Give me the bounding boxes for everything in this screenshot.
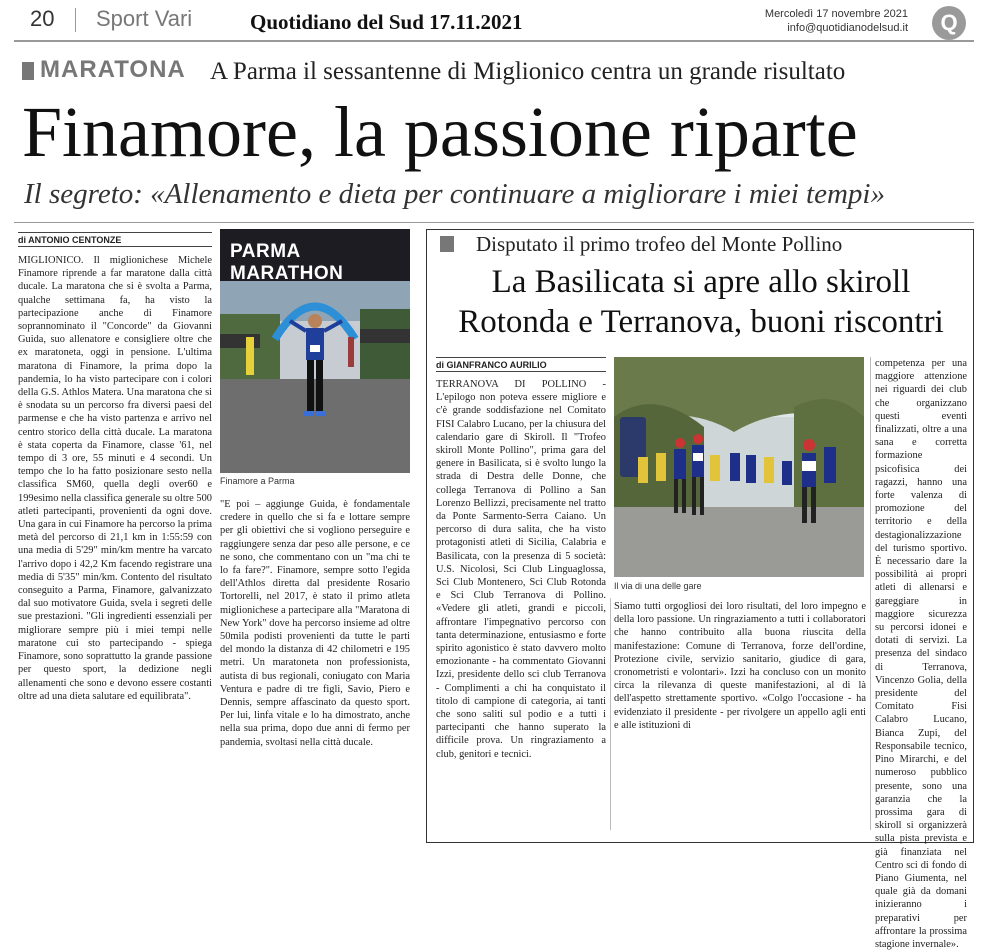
- byline-rule: [436, 357, 606, 358]
- byline-rule: [18, 246, 212, 247]
- runner-photo: [220, 229, 410, 473]
- column-divider: [870, 357, 871, 830]
- category-marker: [440, 236, 454, 252]
- masthead-date-block: [765, 7, 908, 35]
- sidebar-column-1: TERRANOVA DI POLLINO - L'epilogo non poteva essere migliore e c'è grande soddisfazione nel Comitato FISI Calabro Lucano, per la chiusura del calendario gare di Skiroll. Il "Trofeo skiroll Monte Pollino", prima gara del genere in Basilicata, si è svolto lungo la strada di Destra delle Donne, che collega Terranova di Pollino a San Lorenzo Bellizzi, precisamente nel tratto da Ponte Sarmento-Serra Caiano. Un percorso di dura salita, che ha visto protagonisti atleti di Sicilia, Calabria e Basilicata, con la presenza di 5 società: U.S. Nicolosi, Sci Club Linguaglossa, Sci Club Montenero, Sci Club Rotonda e Sci Club Terranova di Pollino. «Vedere gli atleti, grandi e piccoli, affrontare l'impegnativo percorso con tanta determinazione, entusiasmo e forte spirito agonistico è stato davvero molto emozionante - ha commentato Giovanni Izzi, presidente dello sci club Terranova - Complimenti a chi ha conquistato il titolo di campione di categoria, ai tanti che sono saliti sul podio e a tutti i partecipanti che hanno superato la difficile prova. Un ringraziamento a club, genitori e tecnici.: [436, 379, 606, 760]
- paper-logo-icon: Q: [932, 6, 966, 40]
- sidebar-headline-line-1: La Basilicata si apre allo skiroll: [491, 264, 911, 300]
- contact-email: info@quotidianodelsud.it: [787, 22, 908, 34]
- sidebar-kicker: Disputato il primo trofeo del Monte Pollino: [476, 232, 843, 256]
- sidebar-photo-caption: Il via di una delle gare: [614, 581, 702, 591]
- paper-title: Quotidiano del Sud 17.11.2021: [250, 10, 523, 34]
- sidebar-column-2: Siamo tutti orgogliosi dei loro risultati, del loro impegno e della loro passione. Un ringraziamento a tutti i collaboratori che hanno contribuito alla buona riuscita della manifestazione: Comune di Terranova, forze dell'ordine, Protezione civile, servizio sanitario, giudice di gara, cronometristi e volontari». Izzi ha concluso con un monito circa la rilevanza di queste manifestazioni, al di là dell'aspetto strettamente sportivo. «Colgo l'occasione - ha evidenziato il presidente - per rivolgere un appello agli enti e alle istituzioni di: [614, 601, 866, 731]
- masthead-divider: [75, 8, 76, 32]
- issue-date: Mercoledì 17 novembre 2021: [764, 8, 908, 20]
- photo-banner-text: PARMA MARATHON: [230, 241, 344, 284]
- sidebar-headline-line-2: Rotonda e Terranova, buoni riscontri: [458, 304, 944, 340]
- skiroll-photo: [614, 357, 864, 577]
- article-byline: di ANTONIO CENTONZE: [18, 235, 122, 245]
- article-kicker: A Parma il sessantenne di Miglionico centra un grande risultato: [210, 58, 846, 85]
- page-number: 20: [30, 6, 55, 31]
- top-rule: [14, 40, 974, 42]
- category-marker: [22, 62, 34, 80]
- article-headline: Finamore, la passione riparte: [22, 92, 858, 172]
- column-divider: [610, 598, 611, 830]
- byline-rule: [436, 371, 606, 372]
- header-rule: [14, 222, 974, 223]
- article-column-1: MIGLIONICO. Il miglionichese Michele Finamore riprende a far maratone dalla città ducale. La maratona che si è svolta a Parma, qualche settimana fa, ha visto la partecipazione anche di Finamore soprannominato il "Concorde" da Giovanni Guida, suo allenatore e consigliere oltre che ex maratoneta, oggi in pensione. L'ultima maratona di Finamore, la prima dopo la pandemia, lo ha visto partecipare con i colori della G.S. Athlos Matera. Una maratona che si è snodata su un percorso fra diversi paesi del parmense e che ha visto partenza e arrivo nel centro storico della città ducale. La maratona è stata coperta da Finamore, classe '61, nel tempo di 3 ore, 55 minuti e 4 secondi. Un tempo che lo ha fatto posizionare sesto nella classifica SM60, quella degli over60 e 199esimo nella classifica generale su oltre 500 atleti partecipanti, provenienti da ogni dove. Una gara in cui Finamore ha percorso la prima metà del percorso di 21,1 km in 1:55:59 con una media di 5'29" min/km mentre ha varcato l'arrivo dopo i 42,2 Km facendo registrare una media di 5'35" min/km. Contento del risultato conseguito a Parma, Finamore, galvanizzato dal suo motivatore Guida, svela i segreti delle sue prestazioni. "Gli ingredienti essenziali per migliorare sempre più i miei tempi nelle maratone cui sto partecipando - spiega Finamore, sono soprattutto la grande passione per questo sport, la dedizione negli allenamenti che sono e devono essere costanti oltre ad una dieta salutare ed equilibrata".: [18, 255, 212, 702]
- article-column-2: "E poi – aggiunge Guida, è fondamentale credere in quello che si fa e lottare sempre per gli obiettivi che si vogliono perseguire e raggiungere senza dar peso alle persone, e ce ne sono, che commentano con un "ma chi te lo fa fare?". Finamore, sempre sotto l'egida dell'Athlos diretta dal presidente Rosario Tortorelli, nel 2017, è stato il primo atleta miglionichese a partecipare alla "Maratona di New York" dove ha percorso insieme ad oltre 50mila podisti provenienti da tutte le parti del mondo la distanza di 42 chilometri e 195 metri. Un maratoneta non professionista, autista di bus regionali, coniugato con Maria Ventura e padre di tre figli, Savio, Piero e Dennis, sempre affascinato da questo sport. Per lui, linfa vitale e lo ha dimostrato, anche nella sua prima, dopo due anni di fermo per pandemia, svoltasi nella città ducale.: [220, 499, 410, 748]
- byline-rule: [18, 232, 212, 233]
- sidebar-byline: di GIANFRANCO AURILIO: [436, 360, 547, 370]
- sidebar-column-3: competenza per una maggiore attenzione nei riguardi dei club che organizzano questi eventi finalizzati, oltre a una sana e corretta formazione psicofisica dei ragazzi, hanno una forte valenza di promozione del territorio e della destagionalizzazione del turismo sportivo. È necessario dare la possibilità ai propri atleti di allenarsi e gareggiare in maggiore sicurezza su percorsi idonei e dotati di servizi. La presenza del sindaco di Terranova, Vincenzo Golia, della presidente del Comitato Fisi Calabro Lucano, Bianca Zupi, del Responsabile tecnico, Pino Mirarchi, e del numeroso pubblico presente, sono una garanzia che la prossima gara di skiroll si organizzerà sulla pista prevista e già finanziata nel Centro sci di fondo di Piano Giumenta, nel quale già da domani inizieranno i preparativi per affrontare la prossima stagione invernale».: [875, 358, 967, 950]
- section-name: Sport Vari: [96, 6, 193, 31]
- article-category: MARATONA: [40, 56, 186, 83]
- sidebar-headline: [436, 262, 966, 342]
- article-subheadline: Il segreto: «Allenamento e dieta per continuare a migliorare i miei tempi»: [24, 178, 885, 210]
- photo-caption: Finamore a Parma: [220, 476, 295, 486]
